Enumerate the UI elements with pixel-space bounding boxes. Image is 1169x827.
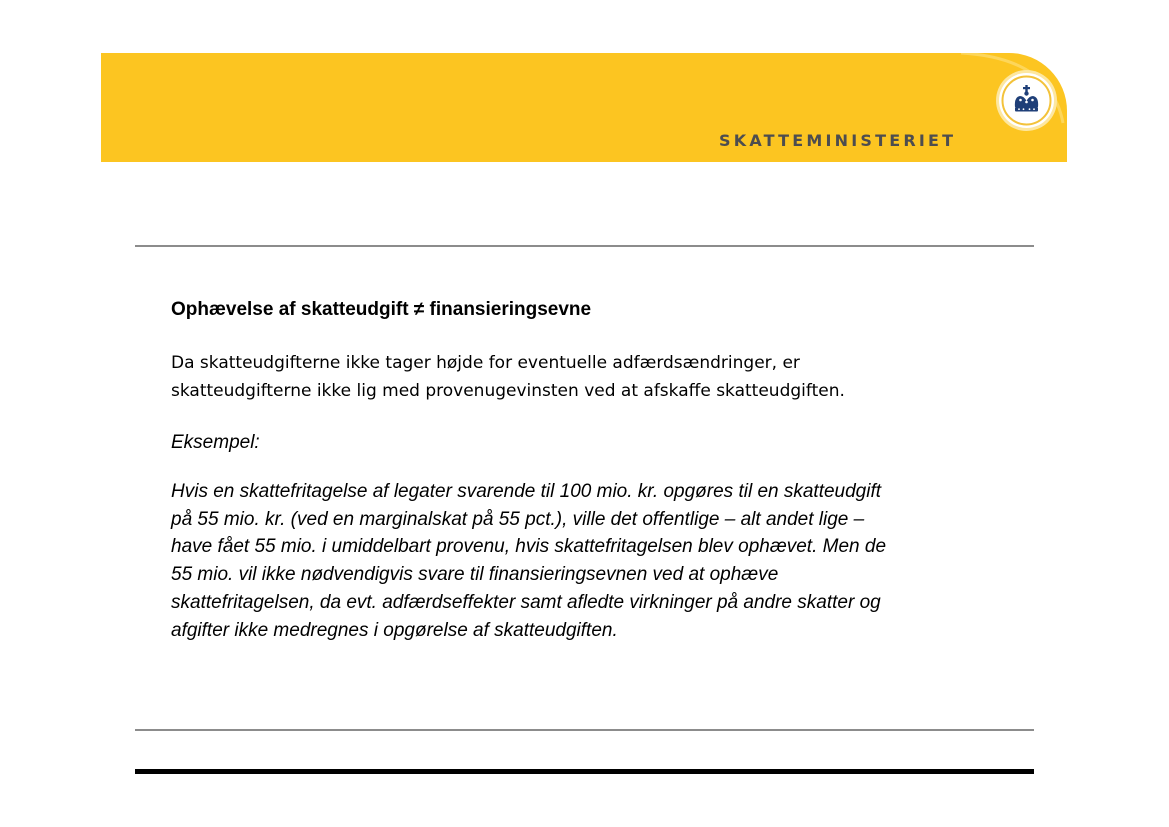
example-label: Eksempel: — [171, 432, 260, 453]
example-paragraph — [171, 478, 1021, 644]
intro-line: Da skatteudgifterne ikke tager højde for eventuelle adfærdsændringer, er — [171, 353, 800, 373]
ministry-logo — [999, 73, 1054, 128]
crown-icon — [999, 73, 1054, 128]
intro-paragraph — [171, 349, 991, 405]
footer-bar — [135, 769, 1034, 774]
bottom-divider — [135, 729, 1034, 731]
example-line: afgifter ikke medregnes i opgørelse af skatteudgiften. — [171, 619, 618, 641]
example-line: 55 mio. vil ikke nødvendigvis svare til finansieringsevnen ved at ophæve — [171, 564, 779, 586]
example-line: Hvis en skattefritagelse af legater svarende til 100 mio. kr. opgøres til en skatteudgift — [171, 481, 882, 502]
header-banner — [101, 53, 1067, 162]
example-line: have fået 55 mio. i umiddelbart provenu, hvis skattefritagelsen blev ophævet. Men de — [171, 536, 887, 558]
example-line: skattefritagelsen, da evt. adfærdseffekter samt afledte virkninger på andre skatter og — [171, 591, 881, 613]
example-line: på 55 mio. kr. (ved en marginalskat på 55 pct.), ville det offentlige – alt andet lige – — [171, 508, 865, 530]
intro-line: skatteudgifterne ikke lig med provenugevinsten ved at afskaffe skatteudgiften. — [171, 381, 845, 401]
brand-name: SKATTEMINISTERIET — [719, 131, 957, 150]
slide-content — [171, 296, 1021, 644]
slide-heading: Ophævelse af skatteudgift ≠ finansieringsevne — [171, 299, 592, 320]
top-divider — [135, 245, 1034, 247]
